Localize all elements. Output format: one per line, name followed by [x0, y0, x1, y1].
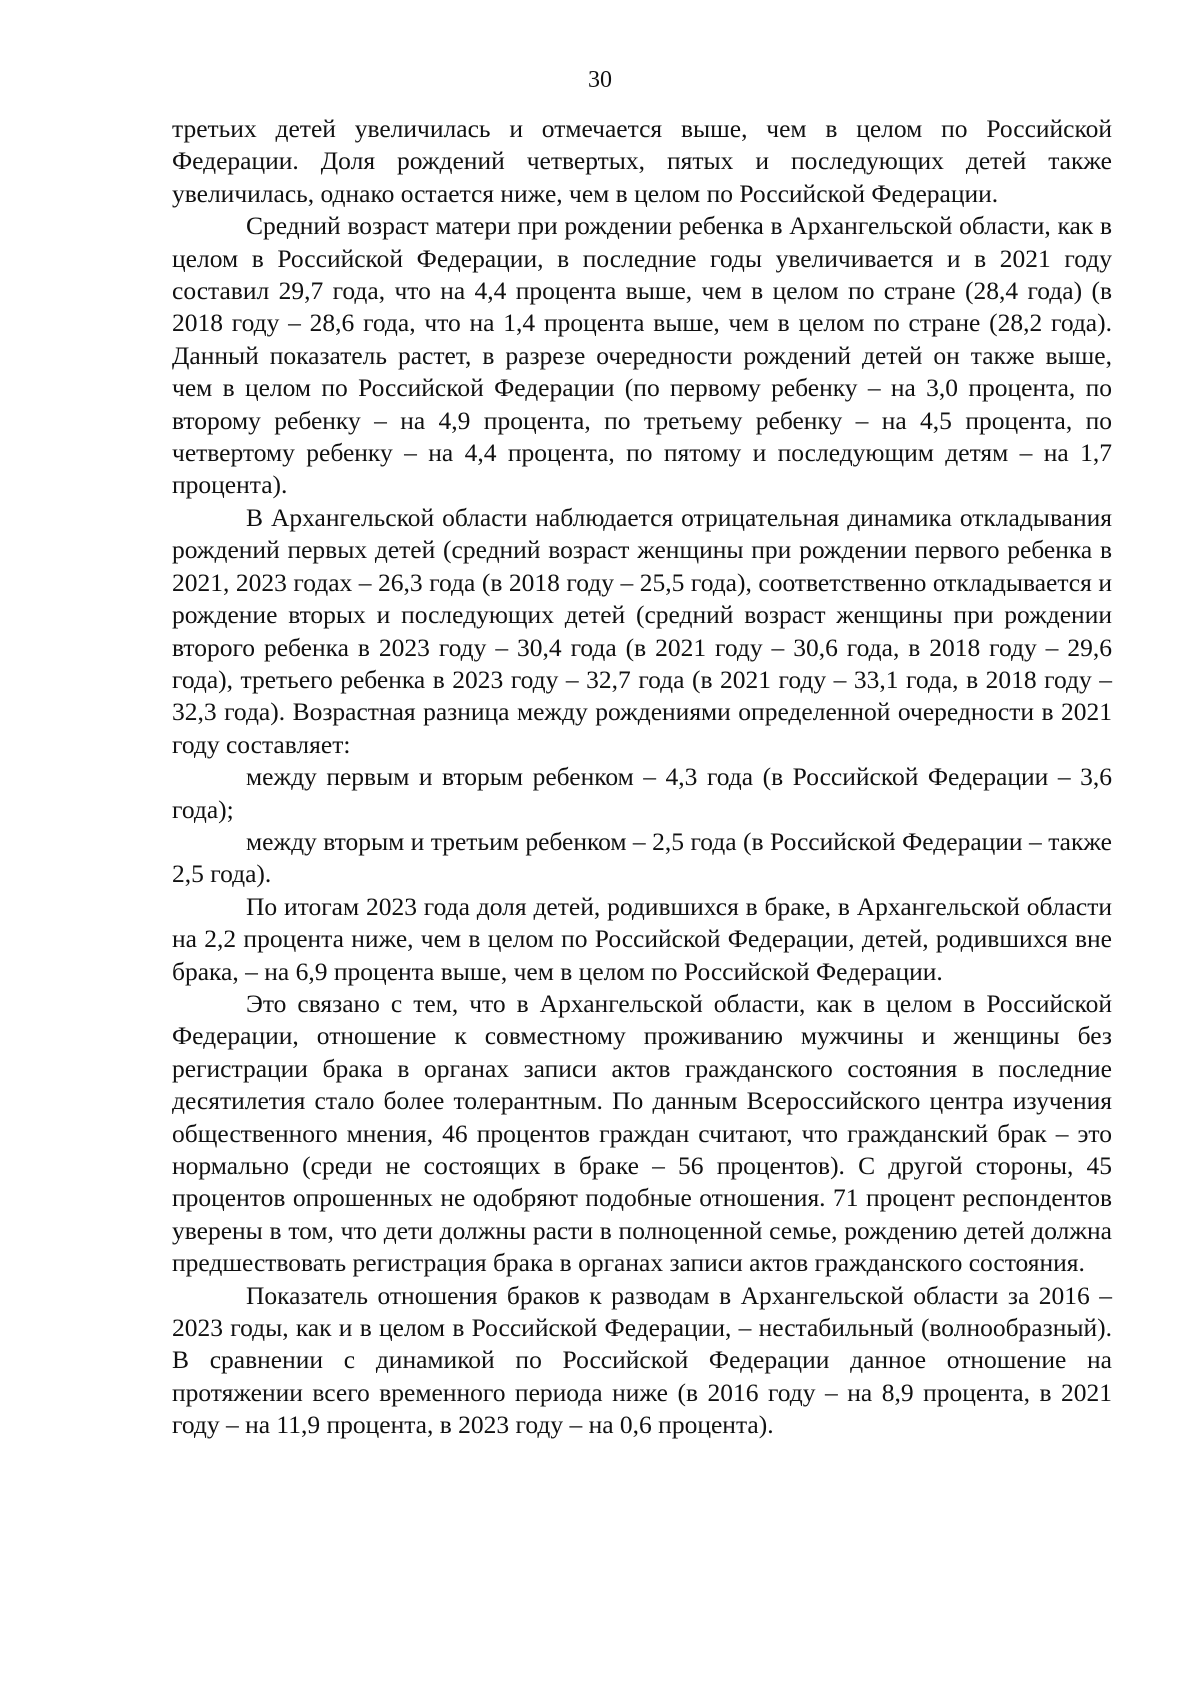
paragraph-marriage-divorce-ratio: Показатель отношения браков к разводам в Архангельской области за 2016 – 2023 годы, как и в целом в Российской Федерации, – нестабильный (волнообразный). В сравнении с динамикой по Российской Федерации данное отношение на протяжении всего временного периода ниже (в 2016 году – на 8,9 процента, в 2021 году – на 11,9 процента, в 2023 году – на 0,6 процента).	[172, 1280, 1112, 1440]
paragraph-mother-age: Средний возраст матери при рождении ребенка в Архангельской области, как в целом в Российской Федерации, в последние годы увеличивается и в 2021 году составил 29,7 года, что на 4,4 процента выше, чем в целом по стране (28,4 года) (в 2018 году – 28,6 года, что на 1,4 процента выше, чем в целом по стране (28,2 года). Данный показатель растет, в разрезе очередности рождений детей он также выше, чем в целом по Российской Федерации (по первому ребенку – на 3,0 процента, по второму ребенку – на 4,9 процента, по третьему ребенку – на 4,5 процента, по четвертому ребенку – на 4,4 процента, по пятому и последующим детям – на 1,7 процента).	[172, 211, 1112, 500]
list-item-first-second-child: между первым и вторым ребенком – 4,3 года (в Российской Федерации – 3,6 года);	[172, 762, 1112, 824]
page-number: 30	[588, 67, 612, 93]
paragraph-births-in-marriage: По итогам 2023 года доля детей, родившихся в браке, в Архангельской области на 2,2 процента ниже, чем в целом по Российской Федерации, детей, родившихся вне брака, – на 6,9 процента выше, чем в целом по Российской Федерации.	[172, 891, 1112, 986]
list-item-second-third-child: между вторым и третьим ребенком – 2,5 года (в Российской Федерации – также 2,5 года).	[172, 826, 1112, 889]
document-body	[172, 113, 1112, 1442]
paragraph-birth-postponement: В Архангельской области наблюдается отрицательная динамика откладывания рождений первых детей (средний возраст женщины при рождении первого ребенка в 2021, 2023 годах – 26,3 года (в 2018 году – 25,5 года), соответственно откладывается и рождение вторых и последующих детей (средний возраст женщины при рождении второго ребенка в 2023 году – 30,4 года (в 2021 году – 30,6 года, в 2018 году – 29,6 года), третьего ребенка в 2023 году – 32,7 года (в 2021 году – 33,1 года, в 2018 году – 32,3 года). Возрастная разница между рождениями определенной очередности в 2021 году составляет:	[172, 502, 1112, 759]
paragraph-cohabitation-attitudes: Это связано с тем, что в Архангельской области, как в целом в Российской Федерации, отношение к совместному проживанию мужчины и женщины без регистрации брака в органах записи актов гражданского состояния в последние десятилетия стало более толерантным. По данным Всероссийского центра изучения общественного мнения, 46 процентов граждан считают, что гражданский брак – это нормально (среди не состоящих в браке – 56 процентов). С другой стороны, 45 процентов опрошенных не одобряют подобные отношения. 71 процент респондентов уверены в том, что дети должны расти в полноценной семье, рождению детей должна предшествовать регистрация брака в органах записи актов гражданского состояния.	[172, 988, 1112, 1278]
paragraph-continuation: третьих детей увеличилась и отмечается выше, чем в целом по Российской Федерации. Доля рождений четвертых, пятых и последующих детей также увеличилась, однако остается ниже, чем в целом по Российской Федерации.	[172, 114, 1112, 208]
